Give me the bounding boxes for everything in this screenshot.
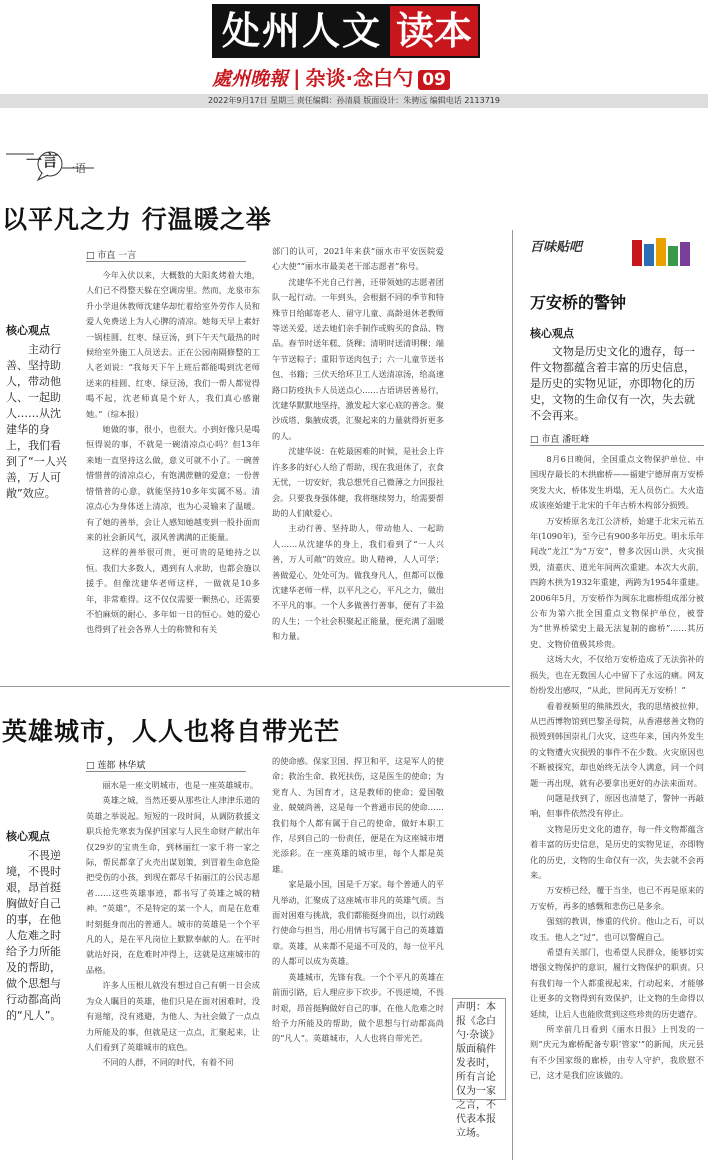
article1-col2 [272, 244, 444, 668]
masthead-red-title: 读本 [390, 6, 478, 56]
paragraph: 许多人压根儿就没有想过自己有朝一日会成为众人瞩目的英雄，他们只是在面对困难时，没有退缩，没有逃避，为他人、为社会做了一点点力所能及的事，但就是这一点点，汇聚起来，让人们看到了英雄城市的底色。 [86, 980, 260, 1052]
article2-col2 [272, 754, 444, 1158]
info-bar: 2022年9月17日 星期三 责任编辑：孙清晨 版面设计：朱骋远 编辑电话 2113719 [0, 94, 708, 108]
logo-sub-text: 一语 [64, 162, 86, 175]
paragraph: 沈建华说：在乾最困难的时候，是社会上许许多多的好心人给了帮助，现在我退休了，衣食无忧，一切安好，我总想凭自己微薄之力回报社会。只要我身强体健，我将继续努力，给需要帮助的人们献爱心。 [272, 446, 444, 518]
divider [0, 686, 510, 687]
paragraph: 今年入伏以来，大概数的大阳炙烤着大地，人们已不得整天躲在空调房里。然而，龙泉市东升小学退休教师沈建华却忙着给室外劳作人员和爱人免费送上为人心脾的清凉。她每天早上素好一锅桂圆、红枣、绿豆汤，到下午天气最热的时候给室外施工人员送去。正在公园南隔修整的工人老刘说：“我每天下午上班后都能喝到沈老师送来的桂圆、红枣、绿豆汤，我们一帮人都觉得喝不起，沈老师真是个好人，我们真心感谢她。”（综本报） [86, 270, 260, 419]
masthead [212, 4, 480, 58]
article2-side-label: 核心观点 [6, 830, 50, 843]
sidebar-core-text: 文物是历史文化的遗存，每一件文物都蕴含着丰富的历史信息，是历史的实物见证，亦即物化的历史，文物的生命仅有一次，失去就不会再来。 [530, 345, 695, 422]
article2-title: 英雄城市，人人也将自带光芒 [2, 717, 341, 746]
paragraph: 万安桥已经，覆于当坐，也已不再是原来的万安桥，再多的感慨和悲伤已是多余。 [530, 885, 704, 911]
paper-name: 處州晚報 [212, 68, 289, 90]
article1-side-text: 主动行善、坚持助人，带动他人、一起助人……从沈建华的身上，我们看到了“一人兴善，万人可敞”效应。 [6, 343, 67, 500]
paragraph: 问题是找到了，原因也清楚了，警钟一再敲响，但事件依然没有停止。 [530, 792, 704, 819]
paragraph: 这场大火，不仅给万安桥造成了无法弥补的损失，也在无数国人心中留下了永远的痛。网友纷纷发出感叹，“从此，世间再无万安桥！” [530, 654, 704, 696]
paragraph: 英雄之城，当然还要从那些让人津津乐道的英雄之举说起。短短的一段时间，从调防救援文职兵抢先寒衷为保护国家与人民生命财产献出年仅29岁的宝贵生命，到林丽红一家千将一家之际，帮民都拿了火壳出谋划策，到冒着生命危险把受伤的小孩，到现在都尽千拓丽江的公民志愿者……这些英雄事迹，都书写了英雄之城的精神。“英雄”，不是特定的某一个人，而是在危难时刻挺身而出的普通人。城市的英雄是一个个平凡的人，是在平凡岗位上默默奉献的人。在平时就站好岗，在危难时冲得上，这就是这座城市的品格。 [86, 795, 260, 975]
article2-byline: □ 莲都 林华斌 [86, 758, 246, 772]
paragraph: 沈建华不光自己行善，还带领她的志愿者团队一起行动。一年到头，会根据不同的季节和特殊节日给邮寄老人、留守儿童、高龄退休老教师等送关爱，送去她们亲手制作或购买的食品、物品。春节时送年糕、货稞；清明时送清明稞；端午节送粽子；重阳节送肉包子；六一儿童节送书包、书籍；三伏天给环卫工人送清凉汤，给高速路口防疫执卡人员送点心……古语讲居善易行，沈建华默默地坚持，激发起大家心底的善念。聚沙成塔、集腋成裘，汇聚起来的力量就得折更多的人。 [272, 276, 444, 441]
paragraph: 8月6日晚间，全国重点文物保护单位、中国现存最长的木拱廊桥——福建宁德屏南万安桥突发大火，桥体发生坍塌，无人员伤亡。大火造成该座始建于北宋的千年古桥木构部分损毁。 [530, 454, 704, 511]
sidebar-body [530, 452, 704, 1158]
paragraph: 万安桥原名龙江公济桥，始建于北宋元祐五年(1090年)，至今已有900多年历史。明永乐年间改“龙江”为“万安”，曾多次因山洪、火灾损毁，清嘉庆、道光年间两次重建。本次大火前，四跨木拱为1932年重建，两跨为1954年重建。2006年5月，万安桥作为闽东北廊桥组成部分被公布为第六批全国重点文物保护单位，被誉为“世界桥梁史上最无法复制的廊桥”……其历史、文物价值极其珍贵。 [530, 515, 704, 649]
article1-col1 [86, 268, 260, 668]
sidebar-side-label: 核心观点 [530, 327, 574, 340]
page-number: 09 [418, 70, 450, 90]
sidebar-byline: □ 市直 潘旺峰 [530, 432, 704, 446]
section-name: 杂谈·念白勺 [305, 66, 414, 90]
paragraph: 希望有关部门，也希望人民群众，能够切实增强文物保护的意识，履行文物保护的职责。只有我们每一个人都重视起来，行动起来，才能够让更多的文物得到有效保护，让文物的生命得以延续，让后人也能欣赏到这些珍贵的历史遗存。 [530, 947, 704, 1019]
paragraph: 她做的事，很小，也很大。小到好像只是喝恒得说的事，不就是一碗清凉点心吗？但13年来她一直坚持这么做，意义可就不小了。一碗普惜惜普的清凉点心，有饱满蔗糖的爱意；一份普惜惜普的心意，就能坚持10多年实属不易。清凉点心为身体送上清凉，也为心灵输来了温暖。有了她的善举，会让人感知她越变到一股扑面而来的社会新风气，淑风普满满的正能量。 [86, 424, 260, 542]
article1-side-label: 核心观点 [6, 324, 50, 337]
paragraph: 强刻的教训，惨重的代价。他山之石，可以攻玉。他人之“过”，也可以警醒自己。 [530, 916, 704, 942]
paragraph: 看着视频里的熊熊烈火，我的思绪被拉伸，从巴西博物馆到巴黎圣母院，从香港慈善文物的损毁到韩国崇礼门火灾，这些年来，国内外发生的文物遭火灾损毁的事件不在少数。火灾原因也不断被探究，却也始终无法令人满意，同一个问题一再出现，就有必要拿出更好的办法来面对。 [530, 700, 704, 788]
paragraph: 主动行善、坚持助人，带动他人、一起助人……从沈建华的身上，我们看到了“一人兴善，万人可敞”的效应。助人精神，人人可学；善做爱心，处处可为。做我身凡人，但都可以像沈建华老师一样，以平凡之心，平凡之力，做出不平凡的事。一个人多做善行善事，便有了丰盈的人生；一个社会积聚起正能量，便充满了温暖和力量。 [272, 523, 444, 642]
sidebar-column-name: 百味贴吧 [530, 240, 583, 255]
column-divider [512, 230, 513, 1160]
paragraph: 丽水是一座文明城市，也是一座英雄城市。 [102, 780, 258, 790]
notice-text: 声明：本报《念白勺·杂谈》版面稿件发表时，所有言论仅为一家之言，不代表本报立场。 [456, 1002, 500, 1139]
section-header [212, 62, 492, 88]
sidebar-title: 万安桥的警钟 [530, 293, 627, 312]
sidebar-header [530, 236, 700, 276]
column-logo [4, 150, 96, 180]
logo-main-text: 一言 [26, 151, 59, 170]
paragraph: 英雄城市，先锋有我。一个个平凡的英雄在前面引路，后人理应步下坎步。不畏逆境，不畏时艰，昂首挺胸做好自己的事，在他人危难之时给予力所能及的帮助，做个思想与行动都高尚的“凡人”。英雄城市，人人也将自带光芒。 [272, 971, 444, 1044]
section-separator: | [293, 66, 301, 90]
article2-col1 [86, 778, 260, 1158]
article2-side-text: 不畏逆境，不畏时艰，昂首挺胸做好自己的事，在他人危难之时给予力所能及的帮助，做个思想与行动都高尚的“凡人”。 [6, 849, 62, 1022]
notice-box [452, 998, 506, 1139]
paragraph: 家是最小国，国是千万家。每个普通人的平凡举动，汇聚成了这座城市非凡的英雄气质。当面对困难与挑战，我们都能挺身而出，以行动践行使命与担当，用心用情书写属于自己的英雄篇章。英雄，从来都不是遥不可及的，每一位平凡的人都可以成为英雄。 [272, 879, 444, 967]
article1-title: 以平凡之力 行温暖之举 [2, 205, 272, 234]
masthead-title: 处州人文 [214, 6, 390, 56]
paragraph: 文物是历史文化的遗存，每一件文物都蕴含着丰富的历史信息，是历史的实物见证，亦即物化的历史，文物的生命仅有一次，失去就不会再来。 [530, 823, 704, 880]
paragraph: 这样的善举很可贵，更可贵的是她持之以恒。我们大多数人，遇到有人求助，也都会施以援手。但像沈建华老师这样，一做就是10多年，非常难得。这不仅仅需要一颗热心，还需要不怕麻烦的耐心、多年如一日的恒心。她的爱心也得到了社会各界人士的称赞和有关 [86, 547, 260, 635]
paragraph: 部门的认可，2021年来获“丽水市平安医院爱心大使”“丽水市最美老干部志愿者”称号。 [272, 246, 444, 272]
paragraph: 所幸前几日看到《丽水日报》上刊发的一则“庆元为廊桥配备专职‘管家’”的新闻，庆元县有不少国家级的廊桥，由专人守护，我欣慰不已，这才是我们应该做的。 [530, 1024, 704, 1081]
paragraph: 的使命感。保家卫国、捍卫和平，这是军人的使命；救治生命、救死扶伤，这是医生的使命；为党育人、为国育才，这是教师的使命；爱国敬业、兢兢尚善，这是每一个普通市民的使命……我们每个人都有属于自己的使命，做好本职工作，尽到自己的一份责任，便是在为这座城市增光添彩。在一座英雄的城市里，每个人都是英雄。 [272, 756, 444, 874]
paragraph: 不同的人群，不同的时代，有着不同 [102, 1057, 234, 1068]
article1-byline: □ 市直 一言 [86, 248, 246, 262]
books-icon [630, 236, 694, 270]
